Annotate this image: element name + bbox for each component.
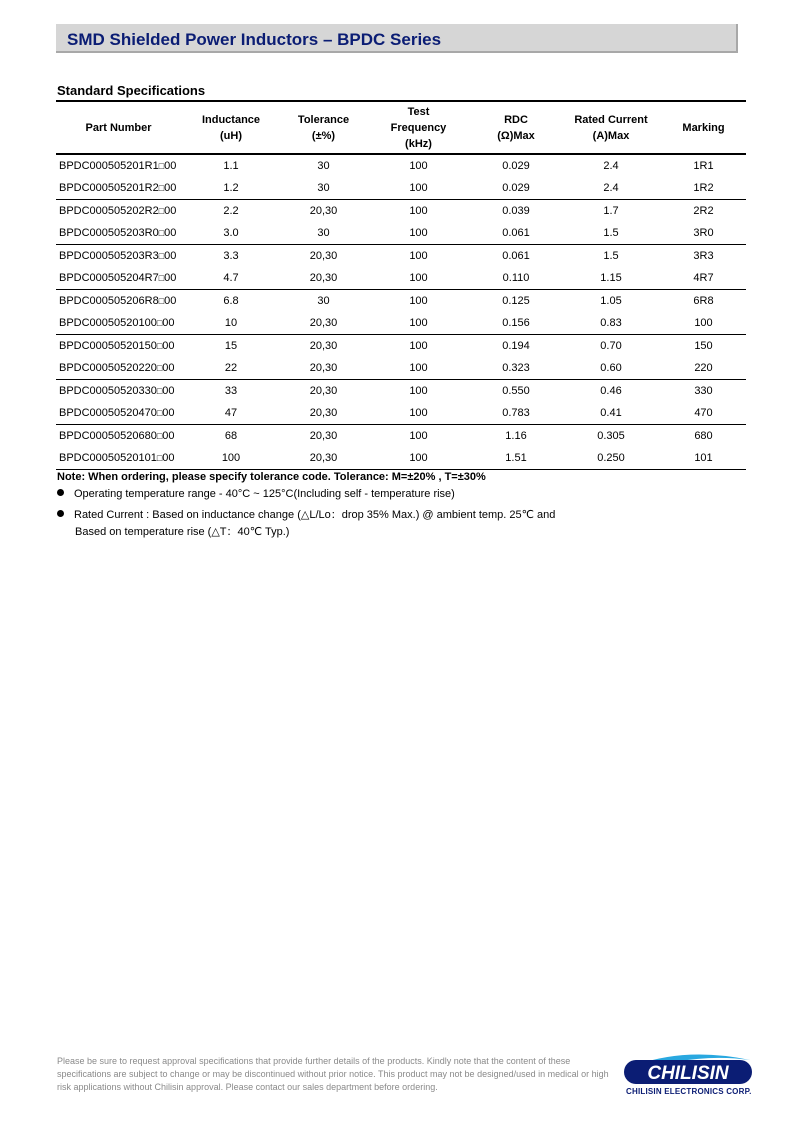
part-number-cell [56,290,181,313]
part-number-prefix: BPDC000505203R3 [59,250,159,262]
column-header-line: (±%) [311,130,336,142]
tolerance-cell: 20,30 [309,205,338,217]
col-part-number [56,103,181,154]
marking-cell: 101 [661,447,746,470]
tolerance-cell: 20,30 [281,312,366,335]
part-number-prefix: BPDC000505202R2 [59,205,159,217]
inductance-cell: 100 [181,447,281,470]
company-name: CHILISIN ELECTRONICS CORP. [626,1087,752,1096]
rated-current-cell: 0.70 [600,340,622,352]
tolerance-code-placeholder-icon: □ [158,228,165,238]
part-number-prefix: BPDC000505203R0 [59,227,159,239]
table-row [56,177,746,200]
inductance-cell: 1.1 [223,160,239,172]
tolerance-cell: 20,30 [309,430,338,442]
part-number-prefix: BPDC000505206R8 [59,295,159,307]
tolerance-cell: 20,30 [309,340,338,352]
table-row [56,290,746,313]
tolerance-code-placeholder-icon: □ [158,183,165,193]
tolerance-cell: 30 [281,222,366,245]
table-header-row [56,103,746,154]
tolerance-code-placeholder-icon: □ [158,273,165,283]
tolerance-cell: 30 [317,160,330,172]
tolerance-code-placeholder-icon: □ [156,431,163,441]
inductance-cell: 15 [224,340,238,352]
rated-current-cell: 0.46 [600,385,622,397]
rated-current-cell: 1.5 [603,250,619,262]
part-number-suffix: 00 [164,160,177,172]
column-header-line: (kHz) [405,138,432,150]
column-header-line: Rated Current [574,114,648,126]
marking-cell: 3R0 [661,222,746,245]
table-row [56,402,746,425]
marking-cell: 4R7 [661,267,746,290]
rated-current-cell: 0.41 [561,402,661,425]
part-number-cell [56,154,181,177]
part-number-suffix: 00 [164,227,177,239]
logo-text: CHILISIN [647,1063,729,1084]
bullet-dot-icon [57,510,64,517]
part-number-cell [56,425,181,448]
marking-cell: 1R1 [693,160,714,172]
rdc-cell: 0.156 [471,312,561,335]
part-number-prefix: BPDC000505204R7 [59,272,159,284]
frequency-cell: 100 [409,295,428,307]
part-number-prefix: BPDC00050520100 [59,317,157,329]
frequency-cell: 100 [366,357,471,380]
col-inductance [181,103,281,154]
frequency-cell: 100 [366,177,471,200]
column-header-line: Marking [682,122,725,134]
rdc-cell: 0.194 [502,340,530,352]
tolerance-code-placeholder-icon: □ [156,386,163,396]
marking-cell: 470 [661,402,746,425]
rated-current-cell: 2.4 [603,160,619,172]
rdc-cell: 0.550 [502,385,530,397]
marking-cell: 6R8 [693,295,714,307]
rated-current-cell: 0.60 [561,357,661,380]
part-number-prefix: BPDC00050520680 [59,430,157,442]
marking-cell: 100 [661,312,746,335]
rated-current-cell: 1.5 [561,222,661,245]
bullet-item [57,506,555,522]
inductance-cell: 1.2 [181,177,281,200]
table-row [56,357,746,380]
column-header-line: (Ω)Max [497,130,535,142]
part-number-prefix: BPDC00050520101 [59,452,157,464]
inductance-cell: 10 [181,312,281,335]
tolerance-cell: 30 [281,177,366,200]
column-header-line: Tolerance [297,114,350,126]
tolerance-code-placeholder-icon: □ [156,363,163,373]
tolerance-code-placeholder-icon: □ [158,296,165,306]
column-header-line: Inductance [201,114,261,126]
rated-current-cell: 2.4 [561,177,661,200]
marking-cell: 330 [694,385,713,397]
table-row [56,335,746,358]
part-number-prefix: BPDC00050520330 [59,385,157,397]
frequency-cell: 100 [409,385,428,397]
part-number-prefix: BPDC000505201R2 [59,182,159,194]
frequency-cell: 100 [409,250,428,262]
part-number-prefix: BPDC000505201R1 [59,160,159,172]
col-test-frequency [366,103,471,154]
bullet-dot-icon [57,489,64,496]
part-number-cell [56,380,181,403]
part-number-cell [56,312,181,335]
rdc-cell: 0.029 [502,160,530,172]
inductance-cell: 4.7 [181,267,281,290]
rdc-cell: 0.125 [502,295,530,307]
part-number-suffix: 00 [162,317,175,329]
tolerance-code-placeholder-icon: □ [158,206,165,216]
rdc-cell: 0.039 [502,205,530,217]
bullet-continuation: Based on temperature rise (△T：40℃ Typ.) [75,526,290,538]
part-number-cell [56,222,181,245]
inductance-cell: 47 [181,402,281,425]
marking-cell: 3R3 [693,250,714,262]
frequency-cell: 100 [366,402,471,425]
table-row [56,222,746,245]
frequency-cell: 100 [409,160,428,172]
rated-current-cell: 1.15 [561,267,661,290]
table-row [56,380,746,403]
tolerance-code-placeholder-icon: □ [156,341,163,351]
rdc-cell: 0.061 [502,250,530,262]
tolerance-cell: 30 [317,295,330,307]
tolerance-cell: 20,30 [281,357,366,380]
col-rdc [471,103,561,154]
rdc-cell: 1.51 [471,447,561,470]
table-row [56,200,746,223]
part-number-suffix: 00 [162,340,175,352]
part-number-suffix: 00 [164,205,177,217]
rdc-cell: 0.061 [471,222,561,245]
part-number-suffix: 00 [162,385,175,397]
part-number-suffix: 00 [164,295,177,307]
footer-disclaimer: Please be sure to request approval specifications that provide further details of the products. Kindly note that the content of these specifications are subject to change or may be discontinued without prior notice. This product may not be designed/used in medical or high risk applications without Chilisin approval. Please contact our sales department before ordering. [57,1056,609,1092]
spec-table [56,103,746,470]
part-number-suffix: 00 [164,250,177,262]
inductance-cell: 2.2 [223,205,239,217]
table-row [56,154,746,177]
rated-current-cell: 1.7 [603,205,619,217]
part-number-cell [56,357,181,380]
tolerance-code-placeholder-icon: □ [156,453,163,463]
tolerance-code-placeholder-icon: □ [156,408,163,418]
column-header-line: Part Number [85,122,152,134]
part-number-suffix: 00 [164,182,177,194]
tolerance-cell: 20,30 [281,267,366,290]
rdc-cell: 0.110 [471,267,561,290]
inductance-cell: 3.3 [223,250,239,262]
col-marking [661,103,746,154]
frequency-cell: 100 [366,222,471,245]
frequency-cell: 100 [409,430,428,442]
part-number-cell [56,177,181,200]
inductance-cell: 6.8 [223,295,239,307]
rdc-cell: 0.783 [471,402,561,425]
part-number-cell [56,200,181,223]
col-rated-current [561,103,661,154]
tolerance-code-placeholder-icon: □ [158,161,165,171]
part-number-cell [56,245,181,268]
part-number-suffix: 00 [162,407,175,419]
rated-current-cell: 0.250 [561,447,661,470]
inductance-cell: 68 [224,430,238,442]
tolerance-cell: 20,30 [309,250,338,262]
tolerance-cell: 20,30 [281,402,366,425]
rdc-cell: 0.323 [471,357,561,380]
marking-cell: 2R2 [693,205,714,217]
tolerance-code-placeholder-icon: □ [158,251,165,261]
column-header-line: Frequency [390,122,447,134]
rated-current-cell: 0.83 [561,312,661,335]
tolerance-cell: 20,30 [309,385,338,397]
frequency-cell: 100 [366,267,471,290]
table-body [56,154,746,470]
section-rule [56,100,746,102]
part-number-prefix: BPDC00050520150 [59,340,157,352]
rdc-cell: 1.16 [505,430,527,442]
frequency-cell: 100 [409,205,428,217]
part-number-prefix: BPDC00050520220 [59,362,157,374]
part-number-cell [56,267,181,290]
title-bar [56,24,738,53]
part-number-suffix: 00 [164,272,177,284]
part-number-prefix: BPDC00050520470 [59,407,157,419]
table-row [56,267,746,290]
marking-cell: 220 [661,357,746,380]
frequency-cell: 100 [366,312,471,335]
bullet-item [57,488,455,500]
part-number-cell [56,335,181,358]
inductance-cell: 3.0 [181,222,281,245]
part-number-suffix: 00 [162,452,175,464]
col-tolerance [281,103,366,154]
table-row [56,245,746,268]
inductance-cell: 33 [224,385,238,397]
rated-current-cell: 1.05 [600,295,622,307]
column-header-line: RDC [504,114,528,126]
part-number-suffix: 00 [162,430,175,442]
column-header-line: Test [407,106,430,118]
tolerance-cell: 20,30 [281,447,366,470]
bullet-text: Operating temperature range - 40°C ~ 125°C(Including self - temperature rise) [74,488,455,500]
table-row [56,447,746,470]
page-title: SMD Shielded Power Inductors – BPDC Series [67,30,442,49]
part-number-cell [56,402,181,425]
rated-current-cell: 0.305 [597,430,625,442]
marking-cell: 1R2 [661,177,746,200]
marking-cell: 680 [694,430,713,442]
table-row [56,312,746,335]
inductance-cell: 22 [181,357,281,380]
marking-cell: 150 [694,340,713,352]
bullet-text: Rated Current : Based on inductance change (△L/Lo：drop 35% Max.) @ ambient temp. 25℃ and [74,509,556,521]
column-header-line: (A)Max [592,130,630,142]
column-header-line: (uH) [220,130,242,142]
tolerance-code-placeholder-icon: □ [156,318,163,328]
section-title: Standard Specifications [57,83,206,98]
part-number-cell [56,447,181,470]
rdc-cell: 0.029 [471,177,561,200]
frequency-cell: 100 [409,340,428,352]
part-number-suffix: 00 [162,362,175,374]
table-row [56,425,746,448]
ordering-note: Note: When ordering, please specify tolerance code. Tolerance: M=±20% , T=±30% [57,471,486,483]
frequency-cell: 100 [366,447,471,470]
